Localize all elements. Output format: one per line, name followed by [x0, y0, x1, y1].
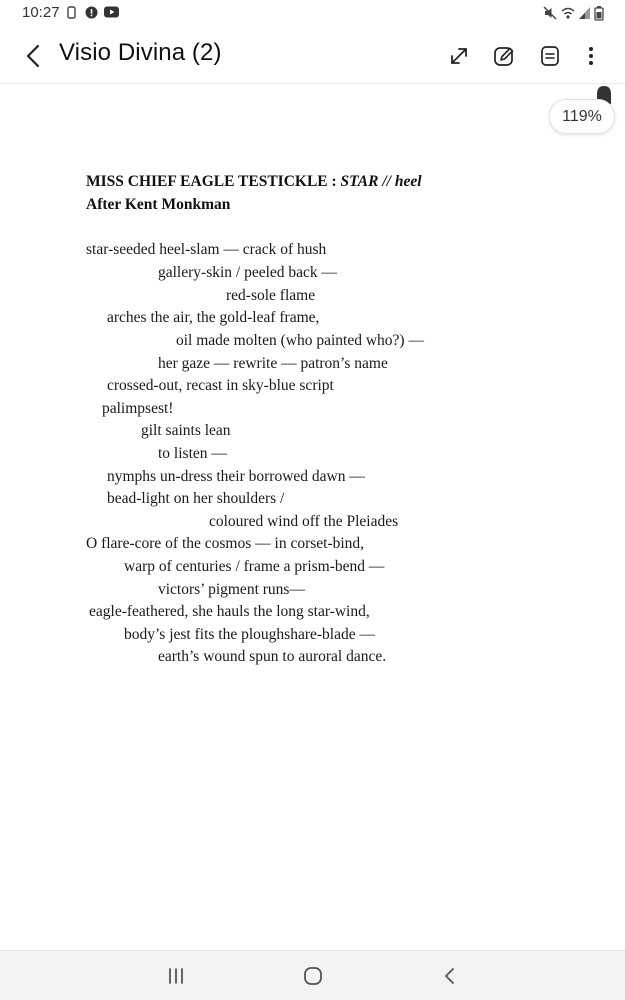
battery-icon [594, 6, 604, 21]
status-bar [0, 0, 625, 28]
system-back-button[interactable] [436, 964, 464, 988]
poem-line: O flare-core of the cosmos — in corset-bind, [86, 535, 365, 552]
poem-line: palimpsest! [102, 400, 174, 417]
home-button[interactable] [299, 964, 327, 988]
expand-icon [443, 40, 475, 72]
phone-icon [67, 6, 76, 19]
zoom-level-indicator[interactable]: 119% [549, 99, 615, 134]
mute-icon [543, 6, 557, 20]
poem-line: coloured wind off the Pleiades [209, 513, 399, 530]
poem-title [86, 173, 422, 191]
home-icon [299, 964, 327, 988]
edit-button[interactable] [488, 40, 520, 72]
recent-apps-icon [162, 964, 190, 988]
poem-line: arches the air, the gold-leaf frame, [107, 309, 320, 326]
poem-line: oil made molten (who painted who?) — [176, 332, 424, 349]
poem-line: nymphs un-dress their borrowed dawn — [107, 468, 365, 485]
poem-line: body’s jest fits the ploughshare-blade — [124, 626, 375, 643]
poem-title-emphasis: STAR // heel [340, 173, 422, 190]
poem-line: eagle-feathered, she hauls the long star-wind, [89, 603, 370, 620]
chevron-left-icon [16, 40, 50, 72]
poem-line: gallery-skin / peeled back — [158, 264, 338, 281]
document-page[interactable] [0, 85, 625, 950]
more-options-button[interactable] [575, 40, 607, 72]
signal-icon [578, 6, 591, 20]
recent-apps-button[interactable] [162, 964, 190, 988]
poem-subtitle: After Kent Monkman [86, 196, 231, 213]
poem-line: warp of centuries / frame a prism-bend — [124, 558, 385, 575]
poem-line: gilt saints lean [141, 422, 231, 439]
more-options-icon [575, 40, 607, 72]
reading-mode-icon [534, 40, 566, 72]
navigation-bar [0, 950, 625, 1000]
poem-line: bead-light on her shoulders / [107, 490, 285, 507]
page-title: Visio Divina (2) [59, 39, 222, 66]
wifi-icon [561, 6, 575, 20]
back-button[interactable] [16, 40, 50, 72]
poem-line: her gaze — rewrite — patron’s name [158, 355, 388, 372]
reading-mode-button[interactable] [534, 40, 566, 72]
poem-line: red-sole flame [226, 287, 316, 304]
alert-icon [85, 6, 98, 19]
edit-icon [488, 40, 520, 72]
poem-line: to listen — [158, 445, 227, 462]
poem-line: earth’s wound spun to auroral dance. [158, 648, 387, 665]
status-time: 10:27 [22, 4, 60, 21]
back-icon [436, 964, 464, 988]
youtube-icon [104, 6, 119, 18]
poem-line: star-seeded heel-slam — crack of hush [86, 241, 327, 258]
poem-line: victors’ pigment runs— [158, 581, 305, 598]
expand-button[interactable] [443, 40, 475, 72]
app-bar [0, 28, 625, 84]
poem-line: crossed-out, recast in sky-blue script [107, 377, 334, 394]
poem-title-main: MISS CHIEF EAGLE TESTICKLE : [86, 173, 341, 190]
